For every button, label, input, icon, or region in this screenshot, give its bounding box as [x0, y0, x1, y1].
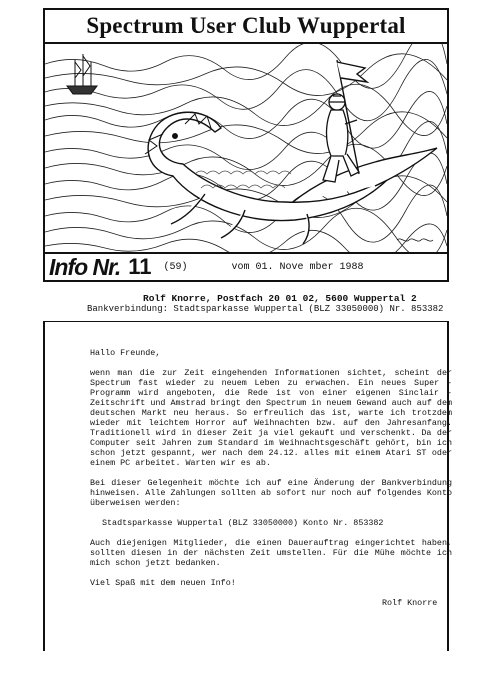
contact-block — [43, 283, 473, 321]
info-label: Info Nr. — [49, 253, 121, 280]
knight-sea-dragon-illustration — [43, 44, 449, 252]
masthead-title: Spectrum User Club Wuppertal — [86, 13, 406, 38]
bank-details: Bankverbindung: Stadtsparkasse Wuppertal (BLZ 33050000) Nr. 853382 — [87, 304, 444, 314]
letter-paragraph-1: wenn man die zur Zeit eingehenden Informationen sichtet, scheint der Spectrum fast wieder zu neuem Leben zu erwachen. Ein neues Super - Programm wird angeboten, die Rede ist von einer eigenen Sinclair - Zeitschrift und Amstrad bringt den Spectrum in neuem Gewand auch auf dem deutschen Markt neu heraus. So erfreulich das ist, warte ich trotzdem wieder mit leichtem Horror auf Weihnachten bzw. auf den Jahresanfang. Traditionell wird in dieser Zeit ja viel gekauft und verschenkt. Da der Computer seit Jahren zum Standard im Weihnachtsgeschäft gehört, bin ich schon jetzt gespannt, wer nach dem 24.12. alles mit einem Atari ST oder einem PC arbeitet. Warten wir es ab. — [90, 368, 452, 468]
letter-paragraph-2: Bei dieser Gelegenheit möchte ich auf eine Änderung der Bankverbindung hinweisen. Alle Zahlungen sollten ab sofort nur noch auf folgendes Konto überweisen werden: — [90, 478, 452, 508]
letter-signature: Rolf Knorre — [382, 598, 438, 608]
issue-date: vom 01. Nove mber 1988 — [231, 261, 364, 273]
letter-greeting: Hallo Freunde, — [90, 348, 161, 358]
letter-closing: Viel Spaß mit dem neuen Info! — [90, 578, 236, 588]
issue-number: 11 — [128, 254, 152, 279]
bank-account-line: Stadtsparkasse Wuppertal (BLZ 33050000) Konto Nr. 853382 — [102, 518, 384, 528]
letter-paragraph-3: Auch diejenigen Mitglieder, die einen Dauerauftrag eingerichtet haben, sollten diesen in der nächsten Zeit umstellen. Für die Mühe möchte ich mich schon jetzt bedanken. — [90, 538, 452, 568]
letter-body — [90, 348, 452, 588]
issue-info-bar — [43, 252, 449, 282]
masthead — [43, 8, 449, 44]
knight-riding-sea-dragon-drawing — [45, 44, 447, 252]
issue-count: (59) — [163, 261, 188, 273]
postal-address: Rolf Knorre, Postfach 20 01 02, 5600 Wuppertal 2 — [143, 293, 417, 304]
